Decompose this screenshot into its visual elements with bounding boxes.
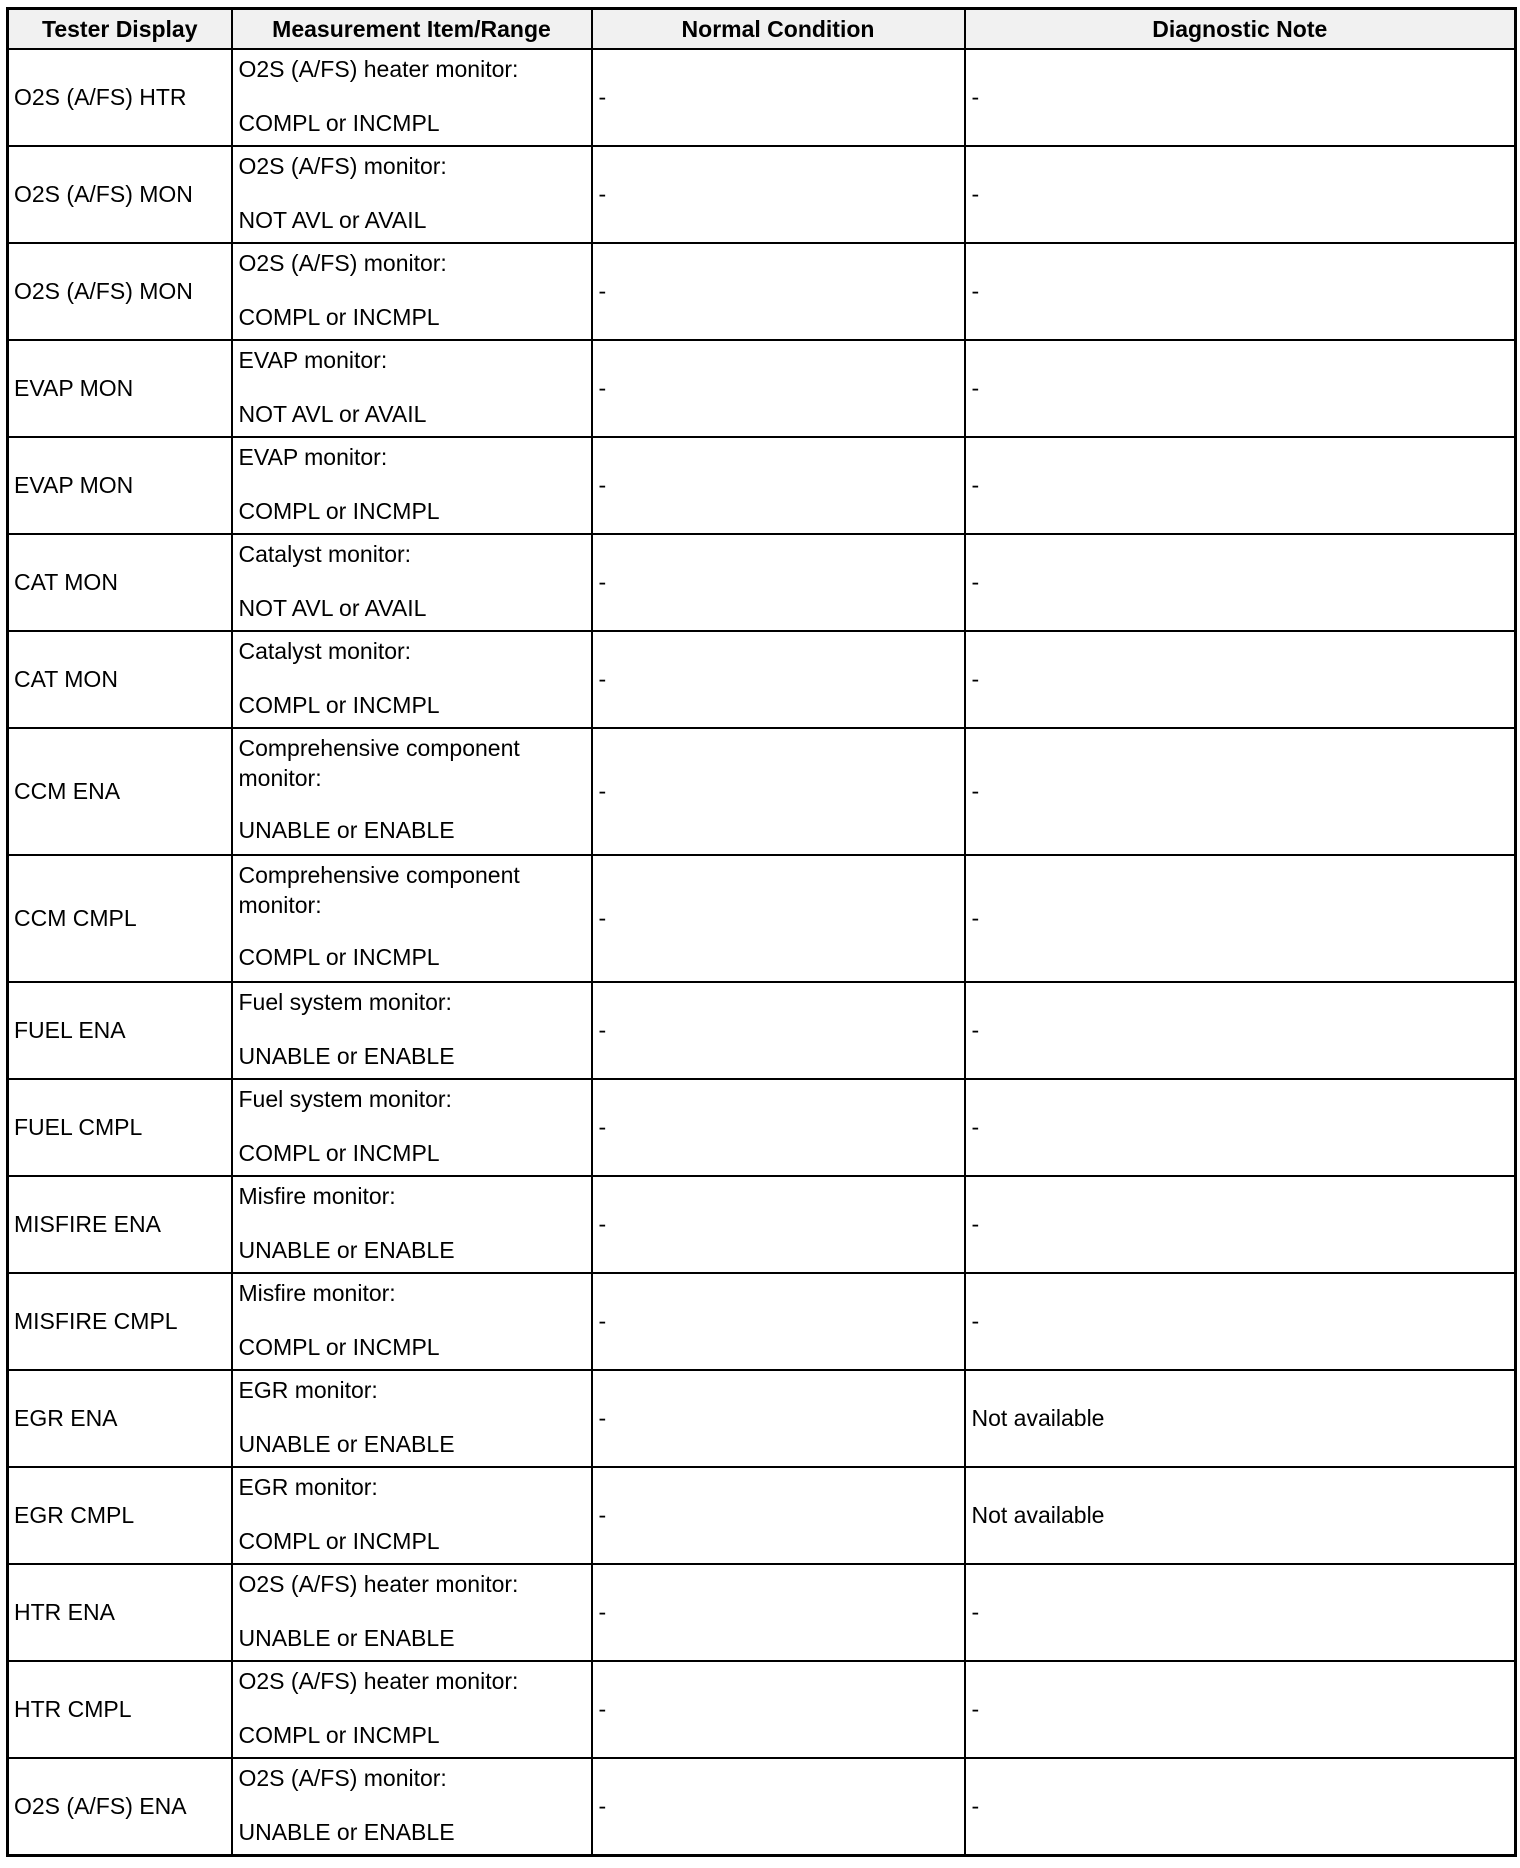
measurement-range-label: NOT AVL or AVAIL	[238, 401, 427, 427]
table-row	[8, 146, 1516, 243]
normal-condition-cell: -	[592, 243, 965, 340]
measurement-item-cell	[232, 1661, 592, 1758]
normal-condition-cell: -	[592, 1273, 965, 1370]
measurement-range-label: COMPL or INCMPL	[238, 498, 440, 524]
diagnostic-note-cell: -	[965, 49, 1516, 146]
measurement-item-cell	[232, 1758, 592, 1856]
measurement-range-label: COMPL or INCMPL	[238, 1528, 440, 1554]
measurement-range-label: COMPL or INCMPL	[238, 1722, 440, 1748]
normal-condition-cell: -	[592, 146, 965, 243]
table-row	[8, 1564, 1516, 1661]
measurement-range-label: COMPL or INCMPL	[238, 110, 440, 136]
diagnostic-note-cell: Not available	[965, 1370, 1516, 1467]
measurement-item-cell	[232, 1370, 592, 1467]
normal-condition-cell: -	[592, 1564, 965, 1661]
table-row	[8, 982, 1516, 1079]
tester-display-cell: MISFIRE CMPL	[8, 1273, 232, 1370]
tester-display-cell: O2S (A/FS) ENA	[8, 1758, 232, 1856]
measurement-item-cell	[232, 1564, 592, 1661]
tester-display-cell: CCM CMPL	[8, 855, 232, 982]
measurement-range-label: UNABLE or ENABLE	[238, 1819, 455, 1845]
measurement-item-cell	[232, 340, 592, 437]
measurement-item-cell	[232, 631, 592, 728]
tester-display-cell: EGR ENA	[8, 1370, 232, 1467]
normal-condition-cell: -	[592, 1079, 965, 1176]
measurement-item-cell	[232, 1176, 592, 1273]
header-tester-display: Tester Display	[8, 9, 232, 50]
header-row	[8, 9, 1516, 50]
diagnostic-note-cell: -	[965, 631, 1516, 728]
tester-display-cell: CAT MON	[8, 534, 232, 631]
diagnostic-note-cell: -	[965, 1079, 1516, 1176]
measurement-item-cell	[232, 534, 592, 631]
table-body	[8, 49, 1516, 1856]
table-row	[8, 855, 1516, 982]
measurement-item-cell	[232, 49, 592, 146]
tester-display-cell: O2S (A/FS) MON	[8, 243, 232, 340]
normal-condition-cell: -	[592, 855, 965, 982]
header-diagnostic-note: Diagnostic Note	[965, 9, 1516, 50]
diagnostic-note-cell: -	[965, 146, 1516, 243]
measurement-item-label: Catalyst monitor:	[238, 541, 412, 567]
measurement-item-label: Catalyst monitor:	[238, 638, 412, 664]
measurement-item-label: Comprehensive component monitor:	[238, 862, 520, 918]
header-measurement-item: Measurement Item/Range	[232, 9, 592, 50]
measurement-range-label: UNABLE or ENABLE	[238, 817, 455, 843]
measurement-item-label: O2S (A/FS) monitor:	[238, 153, 447, 179]
normal-condition-cell: -	[592, 1370, 965, 1467]
tester-display-cell: O2S (A/FS) MON	[8, 146, 232, 243]
table-row	[8, 631, 1516, 728]
table-row	[8, 49, 1516, 146]
diagnostic-note-cell: -	[965, 982, 1516, 1079]
measurement-item-cell	[232, 437, 592, 534]
table-row	[8, 243, 1516, 340]
measurement-item-label: O2S (A/FS) heater monitor:	[238, 1668, 519, 1694]
normal-condition-cell: -	[592, 1661, 965, 1758]
measurement-item-cell	[232, 855, 592, 982]
tester-display-cell: O2S (A/FS) HTR	[8, 49, 232, 146]
table-row	[8, 728, 1516, 855]
tester-display-cell: MISFIRE ENA	[8, 1176, 232, 1273]
measurement-item-label: EGR monitor:	[238, 1377, 378, 1403]
table-row	[8, 1273, 1516, 1370]
measurement-item-cell	[232, 1079, 592, 1176]
table-row	[8, 1370, 1516, 1467]
measurement-item-label: Misfire monitor:	[238, 1183, 396, 1209]
tester-display-cell: FUEL CMPL	[8, 1079, 232, 1176]
data-list-table-container	[6, 7, 1517, 1857]
table-row	[8, 340, 1516, 437]
diagnostic-note-cell: Not available	[965, 1467, 1516, 1564]
measurement-item-label: O2S (A/FS) heater monitor:	[238, 56, 519, 82]
normal-condition-cell: -	[592, 1758, 965, 1856]
measurement-item-label: Comprehensive component monitor:	[238, 735, 520, 791]
measurement-item-label: EVAP monitor:	[238, 444, 388, 470]
measurement-range-label: COMPL or INCMPL	[238, 944, 440, 970]
diagnostic-note-cell: -	[965, 534, 1516, 631]
measurement-item-cell	[232, 1273, 592, 1370]
table-row	[8, 1079, 1516, 1176]
tester-display-cell: HTR CMPL	[8, 1661, 232, 1758]
measurement-range-label: COMPL or INCMPL	[238, 1334, 440, 1360]
measurement-item-label: Fuel system monitor:	[238, 989, 452, 1015]
measurement-item-label: Misfire monitor:	[238, 1280, 396, 1306]
measurement-range-label: UNABLE or ENABLE	[238, 1043, 455, 1069]
measurement-item-cell	[232, 146, 592, 243]
tester-display-cell: EVAP MON	[8, 340, 232, 437]
diagnostic-note-cell: -	[965, 243, 1516, 340]
normal-condition-cell: -	[592, 534, 965, 631]
measurement-item-label: EVAP monitor:	[238, 347, 388, 373]
measurement-item-label: Fuel system monitor:	[238, 1086, 452, 1112]
table-row	[8, 534, 1516, 631]
measurement-range-label: NOT AVL or AVAIL	[238, 595, 427, 621]
normal-condition-cell: -	[592, 728, 965, 855]
header-normal-condition: Normal Condition	[592, 9, 965, 50]
measurement-item-label: O2S (A/FS) monitor:	[238, 1765, 447, 1791]
diagnostic-note-cell: -	[965, 1176, 1516, 1273]
table-row	[8, 1758, 1516, 1856]
measurement-range-label: COMPL or INCMPL	[238, 692, 440, 718]
diagnostic-note-cell: -	[965, 1564, 1516, 1661]
measurement-range-label: UNABLE or ENABLE	[238, 1625, 455, 1651]
measurement-item-cell	[232, 243, 592, 340]
tester-display-cell: HTR ENA	[8, 1564, 232, 1661]
diagnostic-note-cell: -	[965, 1758, 1516, 1856]
diagnostic-note-cell: -	[965, 437, 1516, 534]
measurement-range-label: NOT AVL or AVAIL	[238, 207, 427, 233]
diagnostic-note-cell: -	[965, 855, 1516, 982]
tester-display-cell: CAT MON	[8, 631, 232, 728]
measurement-range-label: UNABLE or ENABLE	[238, 1431, 455, 1457]
measurement-item-cell	[232, 1467, 592, 1564]
measurement-range-label: COMPL or INCMPL	[238, 304, 440, 330]
measurement-item-label: O2S (A/FS) heater monitor:	[238, 1571, 519, 1597]
measurement-item-label: EGR monitor:	[238, 1474, 378, 1500]
diagnostic-note-cell: -	[965, 340, 1516, 437]
normal-condition-cell: -	[592, 340, 965, 437]
normal-condition-cell: -	[592, 631, 965, 728]
measurement-range-label: COMPL or INCMPL	[238, 1140, 440, 1166]
normal-condition-cell: -	[592, 49, 965, 146]
diagnostic-note-cell: -	[965, 1661, 1516, 1758]
diagnostic-note-cell: -	[965, 1273, 1516, 1370]
measurement-item-cell	[232, 982, 592, 1079]
normal-condition-cell: -	[592, 437, 965, 534]
tester-display-cell: EVAP MON	[8, 437, 232, 534]
normal-condition-cell: -	[592, 982, 965, 1079]
measurement-item-label: O2S (A/FS) monitor:	[238, 250, 447, 276]
tester-display-cell: CCM ENA	[8, 728, 232, 855]
normal-condition-cell: -	[592, 1467, 965, 1564]
table-row	[8, 1467, 1516, 1564]
measurement-item-cell	[232, 728, 592, 855]
normal-condition-cell: -	[592, 1176, 965, 1273]
diagnostic-note-cell: -	[965, 728, 1516, 855]
table-row	[8, 1176, 1516, 1273]
table-row	[8, 1661, 1516, 1758]
measurement-range-label: UNABLE or ENABLE	[238, 1237, 455, 1263]
table-row	[8, 437, 1516, 534]
data-list-table	[6, 7, 1517, 1857]
tester-display-cell: FUEL ENA	[8, 982, 232, 1079]
tester-display-cell: EGR CMPL	[8, 1467, 232, 1564]
